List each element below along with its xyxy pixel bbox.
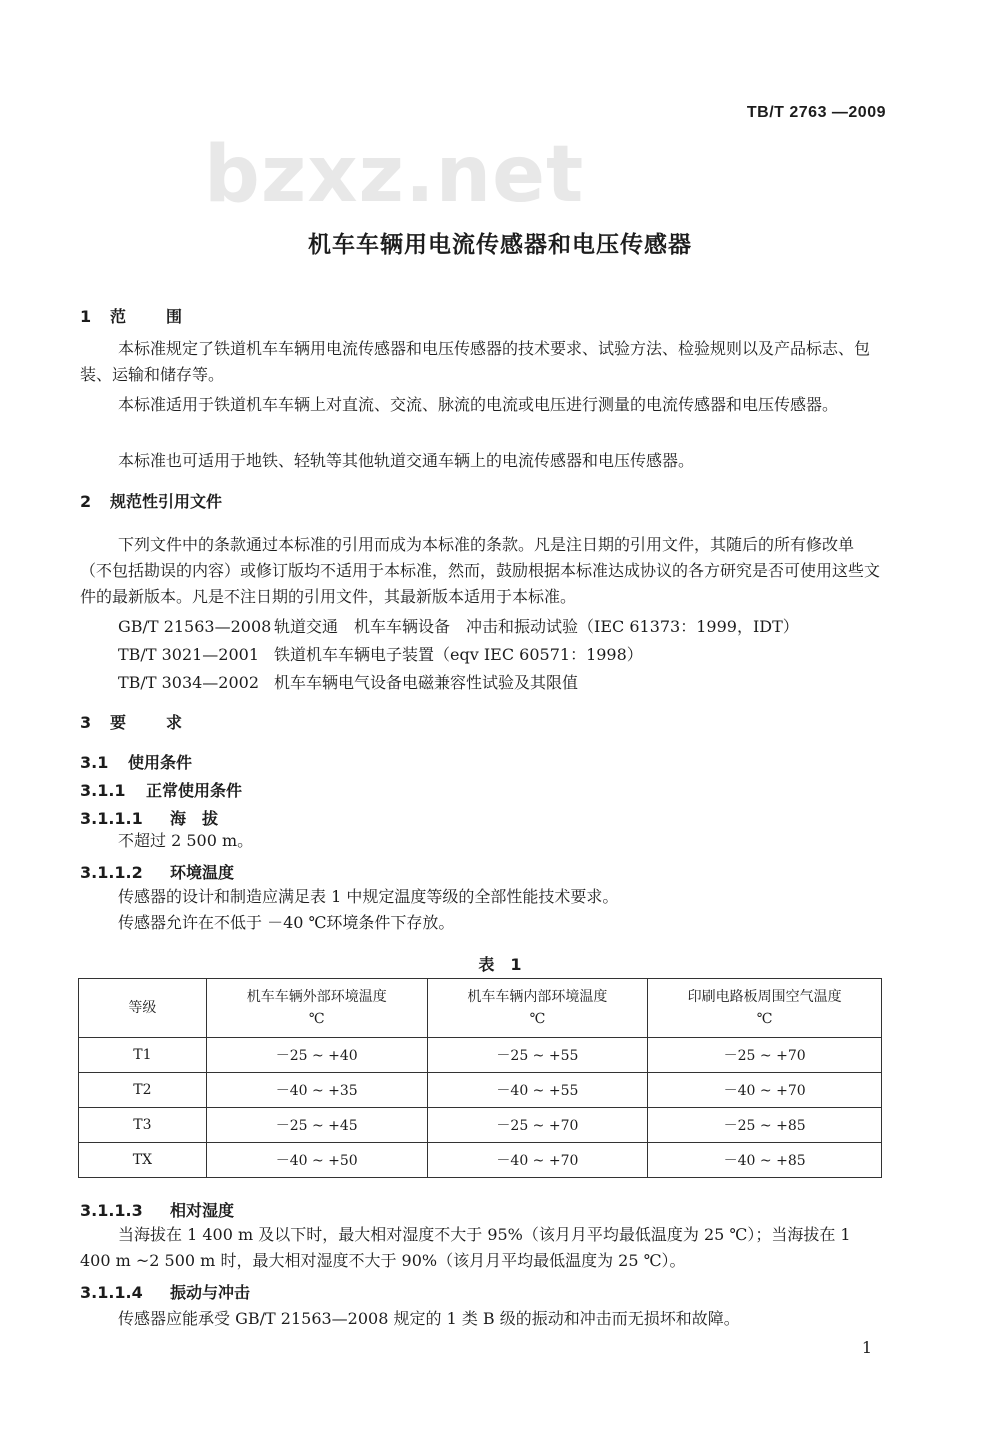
- table-header-row: [79, 979, 882, 1038]
- table-cell: －40 ~ +55: [427, 1073, 648, 1108]
- header-line: 机车车辆外部环境温度: [246, 989, 387, 1005]
- table-row: [79, 1073, 882, 1108]
- header-unit: ℃: [756, 1011, 773, 1027]
- subsection-3-1-1-3-heading: [80, 1198, 234, 1221]
- subsection-title: 使用条件: [128, 753, 193, 772]
- reference-code: TB/T 3034—2002: [118, 673, 260, 692]
- table-cell: －25 ~ +40: [206, 1038, 427, 1073]
- subsection-number: 3.1: [80, 753, 109, 772]
- section-number: 3: [80, 713, 92, 732]
- subsection-title: 正常使用条件: [146, 781, 243, 800]
- table-header-cell: [79, 979, 207, 1038]
- reference-title: 机车车辆电气设备电磁兼容性试验及其限值: [274, 673, 579, 692]
- subsection-3-1-heading: [80, 750, 192, 773]
- table-cell: －25 ~ +70: [427, 1108, 648, 1143]
- section-2-heading: [80, 489, 222, 512]
- subsection-number: 3.1.1.1: [80, 809, 143, 828]
- reference-title: 轨道交通 机车车辆设备 冲击和振动试验（IEC 61373：1999，IDT）: [274, 617, 799, 636]
- paragraph: 本标准规定了铁道机车车辆用电流传感器和电压传感器的技术要求、试验方法、检验规则以及产品标志、包装、运输和储存等。: [80, 339, 871, 384]
- subsection-number: 3.1.1.4: [80, 1283, 143, 1302]
- subsection-number: 3.1.1.3: [80, 1201, 143, 1220]
- header-line: 机车车辆内部环境温度: [467, 989, 608, 1005]
- subsection-3-1-1-2-heading: [80, 860, 234, 883]
- table-cell: －25 ~ +55: [427, 1038, 648, 1073]
- reference-item: [118, 670, 578, 693]
- subsection-title: 相对湿度: [170, 1201, 235, 1220]
- reference-item: [118, 642, 643, 665]
- table-cell: TX: [79, 1143, 207, 1178]
- table-cell: －40 ~ +85: [648, 1143, 882, 1178]
- header-unit: ℃: [308, 1011, 325, 1027]
- subsection-title: 海 拔: [170, 809, 219, 828]
- table-header-cell: [648, 979, 882, 1038]
- watermark: bzxz.net: [204, 130, 585, 220]
- paragraph: 本标准也可适用于地铁、轻轨等其他轨道交通车辆上的电流传感器和电压传感器。: [118, 451, 695, 470]
- table-cell: －40 ~ +70: [427, 1143, 648, 1178]
- page-number: 1: [861, 1338, 872, 1357]
- paragraph: 传感器允许在不低于 －40 ℃环境条件下存放。: [118, 913, 455, 932]
- table-caption: 表 1: [478, 955, 522, 974]
- subsection-number: 3.1.1: [80, 781, 126, 800]
- paragraph: 当海拔在 1 400 m 及以下时，最大相对湿度不大于 95%（该月月平均最低温度为 25 ℃）；当海拔在 1 400 m ~2 500 m 时，最大相对湿度不大于 90%（该月月平均最低温度为 25 ℃）。: [80, 1225, 851, 1270]
- table-cell: －25 ~ +45: [206, 1108, 427, 1143]
- paragraph: 下列文件中的条款通过本标准的引用而成为本标准的条款。凡是注日期的引用文件，其随后的所有修改单（不包括勘误的内容）或修订版均不适用于本标准，然而，鼓励根据本标准达成协议的各方研究是否可使用这些文件的最新版本。凡是不注日期的引用文件，其最新版本适用于本标准。: [80, 535, 881, 606]
- reference-item: [118, 614, 799, 637]
- subsection-3-1-1-4-heading: [80, 1280, 250, 1303]
- table-cell: T3: [79, 1108, 207, 1143]
- paragraph: 传感器应能承受 GB/T 21563—2008 规定的 1 类 B 级的振动和冲击而无损坏和故障。: [118, 1309, 740, 1328]
- section-3-heading: [80, 710, 222, 733]
- subsection-3-1-1-heading: [80, 778, 242, 801]
- table-cell: －25 ~ +85: [648, 1108, 882, 1143]
- header-unit: ℃: [529, 1011, 546, 1027]
- table-row: [79, 1038, 882, 1073]
- table-row: [79, 1108, 882, 1143]
- section-title: 范围: [110, 307, 223, 326]
- section-title: 要求: [110, 713, 223, 732]
- table-cell: －40 ~ +35: [206, 1073, 427, 1108]
- header-line: 印刷电路板周围空气温度: [687, 989, 842, 1005]
- subsection-title: 振动与冲击: [170, 1283, 251, 1302]
- table-cell: －40 ~ +70: [648, 1073, 882, 1108]
- table-header-cell: [427, 979, 648, 1038]
- table-row: [79, 1143, 882, 1178]
- paragraph: 不超过 2 500 m。: [118, 831, 254, 850]
- section-1-heading: [80, 304, 222, 327]
- subsection-3-1-1-1-heading: [80, 806, 218, 829]
- table-cell: －40 ~ +50: [206, 1143, 427, 1178]
- section-number: 1: [80, 307, 92, 326]
- document-title: 机车车辆用电流传感器和电压传感器: [308, 232, 692, 258]
- section-number: 2: [80, 492, 92, 511]
- table-cell: T2: [79, 1073, 207, 1108]
- header-line: 等级: [128, 1000, 157, 1016]
- paragraph: 本标准适用于铁道机车车辆上对直流、交流、脉流的电流或电压进行测量的电流传感器和电压传感器。: [118, 395, 839, 414]
- reference-code: GB/T 21563—2008: [118, 617, 272, 636]
- section-title: 规范性引用文件: [110, 492, 223, 511]
- table-cell: T1: [79, 1038, 207, 1073]
- table-cell: －25 ~ +70: [648, 1038, 882, 1073]
- subsection-number: 3.1.1.2: [80, 863, 143, 882]
- standard-code: TB/T 2763 —2009: [746, 104, 886, 121]
- subsection-title: 环境温度: [170, 863, 235, 882]
- reference-code: TB/T 3021—2001: [118, 645, 260, 664]
- temperature-class-table: [78, 978, 882, 1178]
- reference-title: 铁道机车车辆电子装置（eqv IEC 60571：1998）: [274, 645, 643, 664]
- table-header-cell: [206, 979, 427, 1038]
- paragraph: 传感器的设计和制造应满足表 1 中规定温度等级的全部性能技术要求。: [118, 887, 619, 906]
